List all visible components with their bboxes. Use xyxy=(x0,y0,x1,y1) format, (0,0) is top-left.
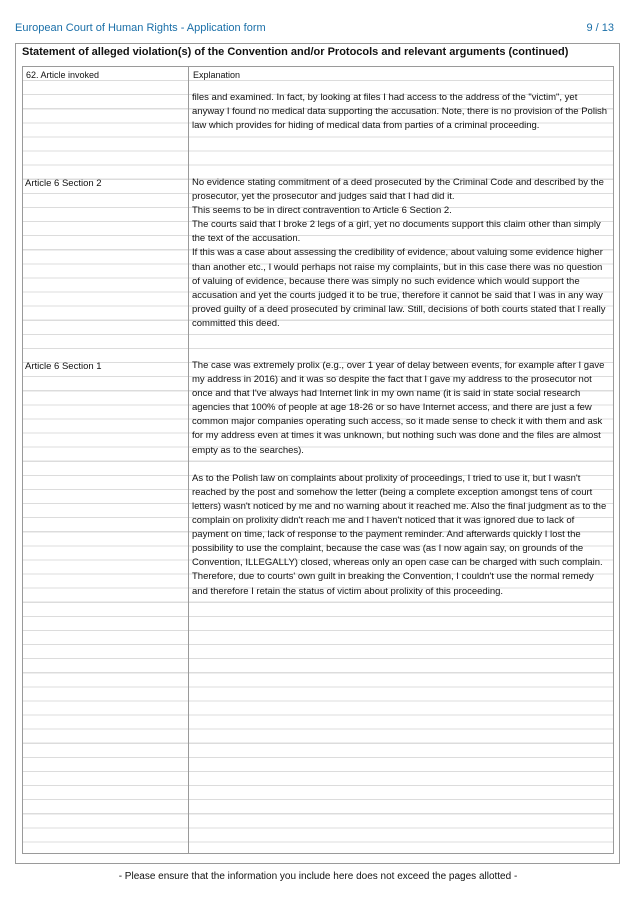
explanation-continued[interactable] xyxy=(192,91,612,133)
article-6-section-2-label: Article 6 Section 2 xyxy=(25,178,102,189)
explanation-paragraph: files and examined. In fact, by looking at files I had access to the address of the "victim", yet anyway I found no medical data supporting the accusation. Note, there is no provision of the Polish law which provides for hiding of medical data from parties of a criminal proceeding. xyxy=(192,92,608,132)
article-6-section-1-explanation[interactable] xyxy=(192,359,612,599)
article-column-header: 62. Article invoked xyxy=(26,70,100,80)
form-title: European Court of Human Rights - Application form xyxy=(15,22,266,34)
statement-section xyxy=(15,43,620,864)
explanation-paragraph: The courts said that I broke 2 legs of a girl, yet no documents support this claim other than simply the text of the accusation. xyxy=(192,219,601,245)
article-6-section-1-label: Article 6 Section 1 xyxy=(25,361,102,372)
section-title: Statement of alleged violation(s) of the Convention and/or Protocols and relevant arguments (continued) xyxy=(22,46,569,58)
page-limit-notice: - Please ensure that the information you include here does not exceed the pages allotted - xyxy=(118,871,518,882)
explanation-paragraph: As to the Polish law on complaints about prolixity of proceedings, I tried to use it, but I wasn't reached by the post and somehow the letter (being a complete exception amongst tens of court letters) wasn't noticed by me and no warning about it reached me. Also the final judgment as to the complain on prolixity didn't reach me and I haven't noticed that it was ignored due to lack of payment on time, lack of response to the payment reminder. And afterwards quickly I lost the possibility to use the complaint, because the case was (as I now again say, on grounds of the Convention, ILLEGALLY) closed, whereas only an open case can be charged with such complain. Therefore, due to courts' own guilt in breaking the Convention, I couldn't use the normal remedy and therefore I retain the status of victim about prolixity of this proceeding. xyxy=(192,472,607,597)
explanation-paragraph: If this was a case about assessing the credibility of evidence, about valuing some evidence higher than another etc., I would perhaps not raise my complaints, but in this case there was no question of valuing of evidence, because there was simply no such evidence which would support the accusation and yet the courts judged it to be true, therefore it cannot be said that I was in any way proved guilty of a deed prosecuted by criminal law. Still, decisions of both courts stated that I really committed this deed. xyxy=(192,247,606,329)
explanation-paragraph: This seems to be in direct contravention to Article 6 Section 2. xyxy=(192,205,452,217)
page-number: 9 / 13 xyxy=(586,22,614,34)
explanation-column-header: Explanation xyxy=(193,70,241,80)
explanation-paragraph: No evidence stating commitment of a deed prosecuted by the Criminal Code and described by the prosecutor, yet the prosecutor and judges said that I had did it. xyxy=(192,177,604,203)
explanation-paragraph: The case was extremely prolix (e.g., over 1 year of delay between events, for example after I gave my address in 2016) and it was so despite the fact that I gave my address to the prosecutor not once and that I've always had Internet link in my own name (it is said in state social research agencies that 100% of people at age 18-26 or so have Internet access, and there are just a few common major companies operating such access, so it made sense to check it with them and ask for my address even at times it was unknown, but nothing such was done and the files are almost empty as to the searches). xyxy=(192,360,605,456)
article-6-section-2-explanation[interactable] xyxy=(192,176,612,331)
violations-table xyxy=(22,66,614,854)
paragraph-gap xyxy=(192,458,612,472)
column-divider xyxy=(188,67,189,853)
